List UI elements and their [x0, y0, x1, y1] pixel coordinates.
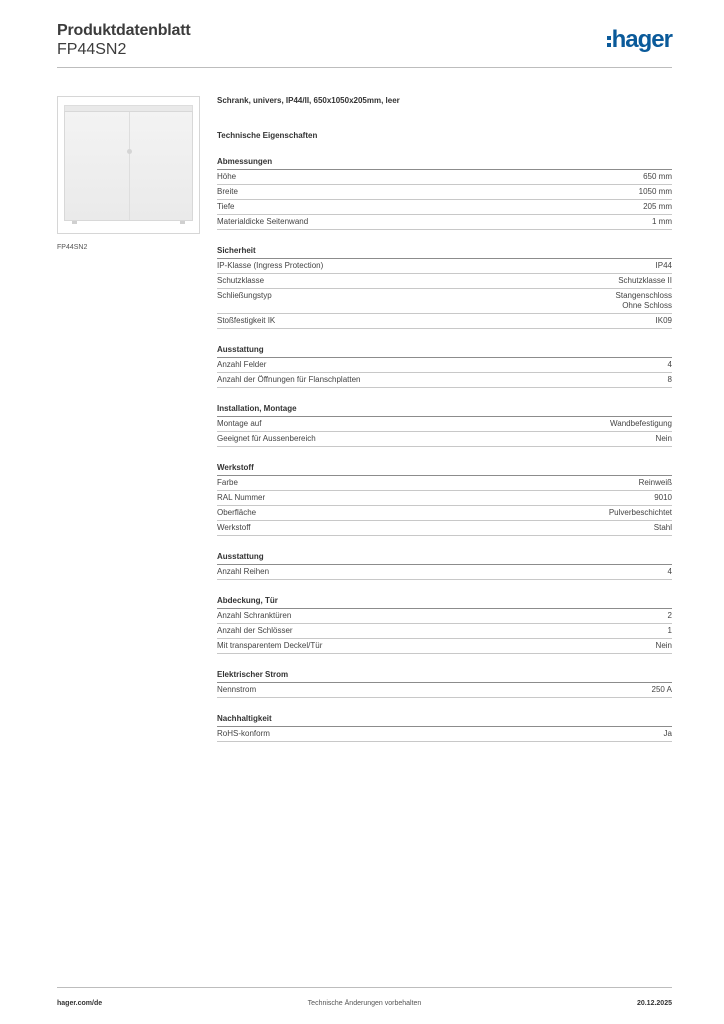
spec-row: [217, 432, 672, 447]
spec-row: [217, 274, 672, 289]
spec-value-line: 9010: [654, 493, 672, 502]
spec-value: [616, 291, 672, 311]
spec-value-line: 650 mm: [643, 172, 672, 181]
spec-value-line: Nein: [655, 434, 672, 443]
spec-value: [668, 375, 672, 385]
section-title: Ausstattung: [217, 345, 672, 358]
section-title: Abdeckung, Tür: [217, 596, 672, 609]
image-caption: FP44SN2: [57, 244, 88, 251]
spec-value: [654, 493, 672, 503]
spec-value: [643, 172, 672, 182]
spec-label: Montage auf: [217, 419, 262, 428]
spec-value-line: Schutzklasse II: [618, 276, 672, 285]
spec-value-line: 1 mm: [652, 217, 672, 226]
spec-section: [217, 463, 672, 536]
spec-label: IP-Klasse (Ingress Protection): [217, 261, 324, 270]
spec-value-line: Pulverbeschichtet: [608, 508, 672, 517]
logo-text: hager: [611, 26, 672, 53]
spec-label: Nennstrom: [217, 685, 257, 694]
spec-value: [656, 641, 672, 651]
spec-row: [217, 491, 672, 506]
spec-label: Schließungstyp: [217, 291, 272, 300]
spec-value-line: 250 A: [651, 685, 672, 694]
spec-value-line: Stahl: [653, 523, 672, 532]
product-code: FP44SN2: [57, 41, 127, 58]
spec-section: [217, 552, 672, 580]
spec-content: [217, 96, 672, 742]
spec-row: [217, 565, 672, 580]
spec-value: [618, 276, 672, 286]
spec-label: Anzahl Reihen: [217, 567, 270, 576]
section-title: Abmessungen: [217, 157, 672, 170]
footer-date: 20.12.2025: [636, 1000, 672, 1007]
cabinet-body: [64, 111, 193, 221]
spec-row: [217, 170, 672, 185]
spec-value: [610, 419, 672, 429]
section-title: Nachhaltigkeit: [217, 714, 672, 727]
spec-value: [664, 729, 672, 739]
spec-value-line: 4: [667, 360, 672, 369]
spec-value-line: 4: [667, 567, 672, 576]
spec-value: [668, 360, 672, 370]
spec-value: [668, 626, 672, 636]
page-footer: [57, 987, 672, 1017]
spec-row: [217, 506, 672, 521]
spec-row: [217, 200, 672, 215]
section-title: Installation, Montage: [217, 404, 672, 417]
section-title: Werkstoff: [217, 463, 672, 476]
spec-value: [639, 478, 672, 488]
spec-value-line: 2: [667, 611, 672, 620]
spec-value-line: 205 mm: [643, 202, 672, 211]
spec-section: [217, 404, 672, 447]
page-header: [57, 22, 672, 68]
spec-label: RAL Nummer: [217, 493, 266, 502]
spec-label: Anzahl der Öffnungen für Flanschplatten: [217, 375, 361, 384]
spec-label: Farbe: [217, 478, 238, 487]
spec-row: [217, 521, 672, 536]
spec-value: [643, 202, 672, 212]
spec-label: Anzahl Schranktüren: [217, 611, 292, 620]
spec-value-line: Ohne Schloss: [622, 301, 672, 310]
spec-row: [217, 259, 672, 274]
spec-row: [217, 609, 672, 624]
spec-label: Oberfläche: [217, 508, 257, 517]
spec-row: [217, 417, 672, 432]
spec-section: [217, 670, 672, 698]
spec-section: [217, 345, 672, 388]
spec-section: [217, 246, 672, 329]
document-title: Produktdatenblatt: [57, 22, 191, 39]
section-title: Sicherheit: [217, 246, 672, 259]
spec-label: Anzahl Felder: [217, 360, 267, 369]
spec-row: [217, 624, 672, 639]
product-image: [57, 96, 200, 234]
hager-logo[interactable]: [607, 27, 672, 53]
spec-label: RoHS-konform: [217, 729, 270, 738]
spec-value-line: 1050 mm: [638, 187, 672, 196]
spec-value-line: 8: [667, 375, 672, 384]
spec-row: [217, 373, 672, 388]
tech-properties-title: Technische Eigenschaften: [217, 131, 318, 140]
product-description: Schrank, univers, IP44/II, 650x1050x205mm, leer: [217, 96, 400, 105]
spec-value: [656, 261, 672, 271]
spec-row: [217, 289, 672, 314]
spec-row: [217, 358, 672, 373]
spec-value-line: Reinweiß: [638, 478, 672, 487]
spec-label: Breite: [217, 187, 238, 196]
lock-icon: [127, 149, 132, 154]
spec-row: [217, 476, 672, 491]
spec-value-line: IP44: [655, 261, 672, 270]
spec-value-line: Stangenschloss: [615, 291, 672, 300]
spec-label: Geeignet für Aussenbereich: [217, 434, 316, 443]
spec-value: [652, 217, 672, 227]
spec-value-line: Wandbefestigung: [610, 419, 672, 428]
spec-value: [652, 685, 672, 695]
spec-label: Höhe: [217, 172, 237, 181]
spec-value: [609, 508, 672, 518]
spec-value-line: IK09: [655, 316, 672, 325]
spec-section: [217, 596, 672, 654]
spec-label: Mit transparentem Deckel/Tür: [217, 641, 323, 650]
footer-website-link[interactable]: hager.com/de: [57, 1000, 103, 1007]
spec-label: Stoßfestigkeit IK: [217, 316, 276, 325]
spec-value: [656, 316, 672, 326]
spec-value-line: Ja: [663, 729, 672, 738]
spec-label: Anzahl der Schlösser: [217, 626, 293, 635]
spec-row: [217, 215, 672, 230]
spec-section: [217, 714, 672, 742]
spec-row: [217, 727, 672, 742]
logo-dots-icon: [607, 36, 611, 47]
spec-label: Tiefe: [217, 202, 235, 211]
section-title: Ausstattung: [217, 552, 672, 565]
spec-value: [668, 567, 672, 577]
spec-row: [217, 639, 672, 654]
footer-note: Technische Änderungen vorbehalten: [307, 1000, 422, 1007]
spec-section: [217, 157, 672, 230]
spec-value: [654, 523, 672, 533]
spec-value: [656, 434, 672, 444]
spec-row: [217, 314, 672, 329]
spec-label: Materialdicke Seitenwand: [217, 217, 309, 226]
spec-value: [639, 187, 672, 197]
spec-value-line: 1: [667, 626, 672, 635]
spec-label: Werkstoff: [217, 523, 251, 532]
spec-value-line: Nein: [655, 641, 672, 650]
spec-row: [217, 185, 672, 200]
spec-label: Schutzklasse: [217, 276, 265, 285]
spec-row: [217, 683, 672, 698]
section-title: Elektrischer Strom: [217, 670, 672, 683]
spec-value: [668, 611, 672, 621]
spec-sections: [217, 157, 672, 742]
